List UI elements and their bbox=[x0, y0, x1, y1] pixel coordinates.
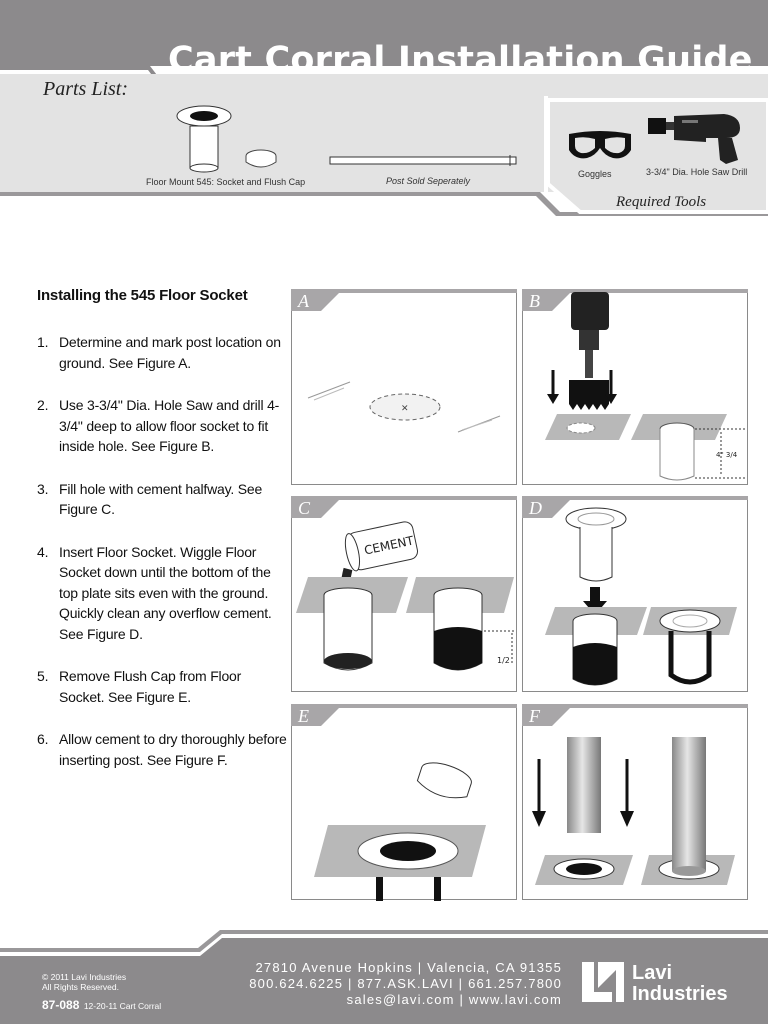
post-caption: Post Sold Seperately bbox=[386, 176, 471, 186]
figure-d bbox=[522, 496, 748, 692]
figure-b bbox=[522, 289, 748, 485]
figure-f-letter: F bbox=[529, 706, 540, 726]
depth-label: 4" 3/4 bbox=[716, 451, 738, 459]
svg-text:✕: ✕ bbox=[401, 404, 409, 414]
figure-c bbox=[291, 496, 517, 692]
step-item: 1. Determine and mark post location on ground. See Figure A. bbox=[37, 334, 281, 371]
figure-f bbox=[522, 704, 748, 900]
hole-saw-drill-icon bbox=[646, 110, 746, 166]
figure-b-letter: B bbox=[529, 291, 540, 311]
required-tools-heading: Required Tools bbox=[616, 194, 707, 210]
step-item: 6. Allow cement to dry thoroughly before inserting post. See Figure F. bbox=[37, 731, 287, 768]
flush-cap-icon bbox=[243, 148, 279, 172]
floor-socket-icon bbox=[175, 104, 237, 174]
lavi-logo-icon bbox=[582, 962, 626, 1004]
figure-d-letter: D bbox=[529, 498, 542, 518]
figure-a bbox=[291, 289, 517, 485]
figure-a-letter: A bbox=[298, 291, 309, 311]
socket-caption: Floor Mount 545: Socket and Flush Cap bbox=[146, 177, 306, 187]
contact-info: 27810 Avenue Hopkins | Valencia, CA 91355 800.624.6225 | 877.ASK.LAVI | 661.257.7800 sales@lavi.com | www.lavi.com bbox=[249, 960, 562, 1007]
goggles-icon bbox=[565, 128, 635, 164]
goggles-caption: Goggles bbox=[578, 169, 612, 179]
step-item: 4. Insert Floor Socket. Wiggle Floor Socket down until the bottom of the top plate sits even with the ground. Quickly clean any overflow cement. See Figure D. bbox=[37, 543, 272, 642]
brand-name: Lavi Industries bbox=[632, 962, 728, 1005]
document-code: 87-088 12-20-11 Cart Corral bbox=[42, 998, 162, 1012]
cement-label: CEMENT bbox=[362, 533, 415, 558]
step-item: 2. Use 3-3/4" Dia. Hole Saw and drill 4-3/4" deep to allow floor socket to fit inside hole. See Figure B. bbox=[37, 397, 280, 454]
post-icon bbox=[328, 154, 520, 168]
half-label: 1/2 bbox=[497, 656, 510, 665]
instruction-steps bbox=[37, 332, 287, 792]
figure-e-letter: E bbox=[298, 706, 309, 726]
figure-c-letter: C bbox=[298, 498, 311, 518]
page-title: Cart Corral Installation Guide bbox=[168, 40, 753, 80]
instructions-heading: Installing the 545 Floor Socket bbox=[37, 287, 248, 304]
step-item: 3. Fill hole with cement halfway. See Figure C. bbox=[37, 480, 263, 517]
step-item: 5. Remove Flush Cap from Floor Socket. See Figure E. bbox=[37, 668, 242, 705]
figure-e bbox=[291, 704, 517, 900]
drill-caption: 3-3/4" Dia. Hole Saw Drill bbox=[646, 167, 748, 177]
parts-list-heading: Parts List: bbox=[43, 78, 129, 100]
copyright: © 2011 Lavi Industries All Rights Reserved. bbox=[42, 972, 127, 992]
